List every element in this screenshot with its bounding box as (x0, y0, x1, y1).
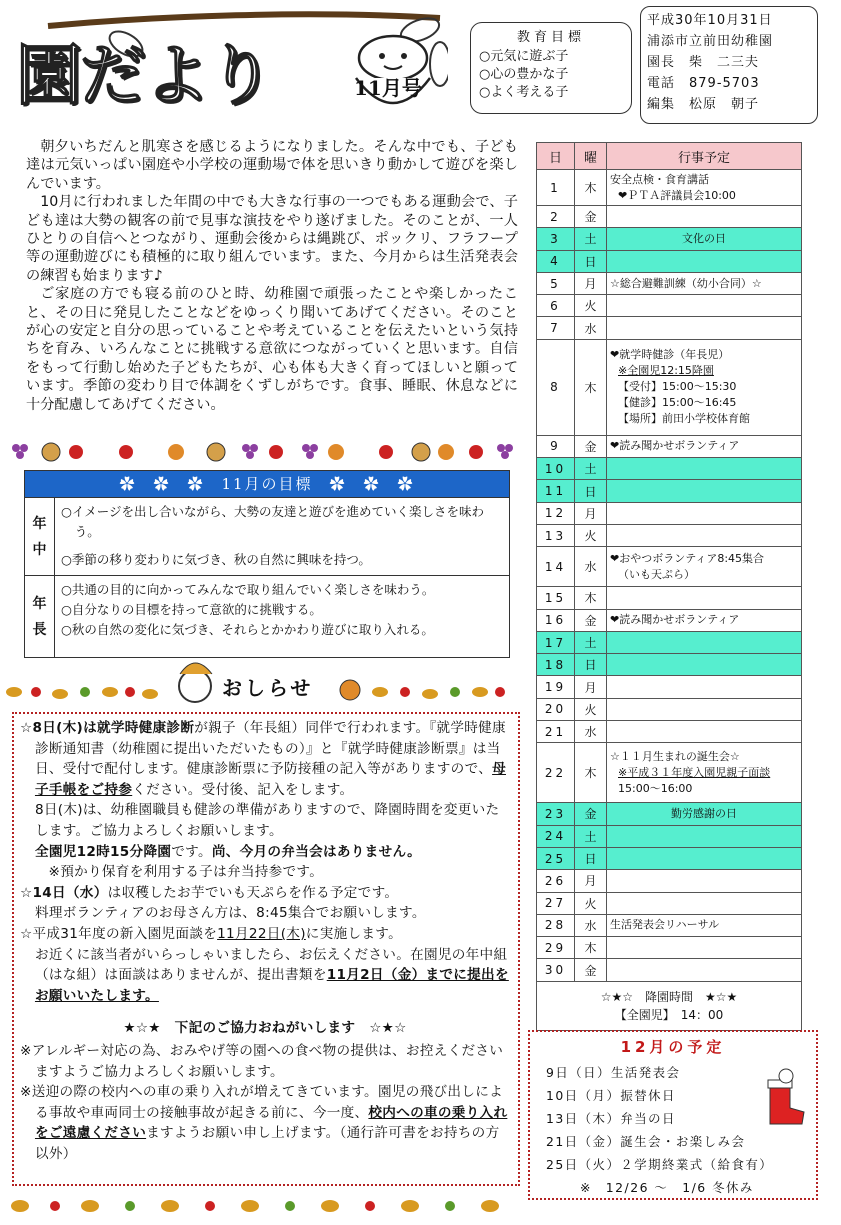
education-goal-item: ○元気に遊ぶ子 (479, 49, 569, 64)
intro-paragraph: 朝夕いちだんと肌寒さを感じるようになりました。そんな中でも、子ども達は元気いっぱい園庭や小学校の運動場で体を思いきり動かして遊びを楽しんでいます。 (26, 139, 518, 192)
notice-text: ☆ (20, 884, 33, 901)
schedule-event (607, 721, 802, 743)
schedule-weekday: 火 (575, 295, 607, 317)
nenchu-label (25, 498, 55, 575)
schedule-day: 27 (537, 892, 575, 914)
issue-label: 11月号 (354, 76, 422, 100)
newsletter-title: 園だより (16, 36, 272, 114)
schedule-event (607, 892, 802, 914)
schedule-row (537, 228, 802, 250)
school-info-box (640, 6, 818, 124)
december-schedule-box (528, 1030, 818, 1200)
schedule-weekday: 火 (575, 524, 607, 546)
schedule-footer-row (537, 981, 802, 1030)
notice-text: ください。受付後、記入をします。 (132, 781, 354, 798)
schedule-row (537, 339, 802, 435)
schedule-day: 30 (537, 959, 575, 981)
month-goals-title: ✿ ✿ ✿ 11月の目標 ✿ ✿ ✿ (25, 471, 509, 497)
notice-box (12, 712, 520, 1186)
schedule-weekday: 木 (575, 743, 607, 803)
schedule-day: 20 (537, 698, 575, 720)
schedule-event (607, 524, 802, 546)
schedule-event-line: 【場所】前田小学校体育館 (618, 412, 750, 426)
schedule-event (607, 825, 802, 847)
notice-imo-tempura (20, 883, 510, 904)
schedule-event (607, 250, 802, 272)
school-name: 浦添市立前田幼稚園 (647, 34, 774, 49)
schedule-day: 15 (537, 587, 575, 609)
notice-text: 料理ボランティアのお母さん方は、8:45集合でお願いします。 (34, 905, 426, 922)
notice-dismissal (20, 842, 510, 863)
grapes-bear-icon (6, 436, 520, 466)
schedule-row (537, 870, 802, 892)
notice-documents (20, 945, 510, 1007)
schedule-event-line: 生活発表会リハーサル (610, 918, 720, 932)
schedule-weekday: 火 (575, 698, 607, 720)
schedule-day: 13 (537, 524, 575, 546)
schedule-row (537, 609, 802, 631)
issue-date: 平成30年10月31日 (647, 13, 773, 28)
schedule-day: 18 (537, 654, 575, 676)
schedule-day: 29 (537, 937, 575, 959)
schedule-event (607, 458, 802, 480)
schedule-event (607, 435, 802, 457)
december-title: 12月の予定 (620, 1038, 726, 1056)
notice-text: が親子（年長組）同伴で行われます。『就学時健康診断通知書（幼稚園に提出いただいたもの）』と『就学時健康診断票』は当日、受付で配付します。健康診断票に予防接種の記入等がありますので、 (34, 720, 506, 778)
schedule-event (607, 206, 802, 228)
december-item: 21日（金）誕生会・お楽しみ会 (546, 1134, 746, 1149)
education-goal-item: ○心の豊かな子 (479, 67, 569, 82)
schedule-header-day: 日 (537, 143, 575, 170)
schedule-event-line: 【健診】15:00～16:45 (618, 396, 737, 410)
nencho-label-char: 年 (32, 595, 47, 612)
notice-health-check (20, 718, 510, 800)
intro-text (26, 138, 518, 414)
schedule-event (607, 914, 802, 936)
schedule-day: 23 (537, 803, 575, 825)
schedule-row (537, 892, 802, 914)
goal-item: ○季節の移り変わりに気づき、秋の自然に興味を持つ。 (61, 552, 371, 567)
schedule-weekday: 日 (575, 654, 607, 676)
oshirase-title: おしらせ (222, 676, 314, 700)
schedule-event (607, 228, 802, 250)
december-item: 9日（日）生活発表会 (546, 1065, 681, 1080)
schedule-day: 26 (537, 870, 575, 892)
education-goals-box (470, 22, 632, 114)
dismissal-value: 【全園児】 14：00 (614, 1007, 724, 1022)
schedule-weekday: 木 (575, 587, 607, 609)
schedule-event-line: 勤労感謝の日 (671, 806, 737, 820)
intro-paragraph: ご家庭の方でも寝る前のひと時、幼稚園で頑張ったことや楽しかったこと、その日に発見したことなどをゆっくり聞いてあげてください。そのことが心の安定と自分の思っていることや考えていることを伝えたいという気持ちを育み、いろんなことに挑戦する意欲につながっていくと思います。自信をもって行動し始めた子どもたちが、心も体も大きく育ってほしいと願っています。季節の変わり目で体調をくずしがちです。食事、睡眠、休息などに十分配慮してあげてください。 (26, 286, 518, 413)
schedule-event-line: ❤おやつボランティア8:45集合 (610, 551, 765, 565)
nencho-label (25, 576, 55, 657)
schedule-day: 10 (537, 458, 575, 480)
schedule-weekday: 水 (575, 317, 607, 339)
schedule-event (607, 870, 802, 892)
schedule-header-weekday: 曜 (575, 143, 607, 170)
phone-number: 電話 879-5703 (647, 76, 760, 91)
schedule-event (607, 847, 802, 869)
schedule-day: 12 (537, 502, 575, 524)
notice-text: ☆ (20, 720, 33, 736)
schedule-day: 22 (537, 743, 575, 803)
schedule-event-line: ❤就学時健診（年長児） (610, 348, 730, 362)
nenchu-goals (55, 498, 509, 575)
schedule-event (607, 609, 802, 631)
schedule-row (537, 825, 802, 847)
schedule-weekday: 火 (575, 892, 607, 914)
schedule-day: 16 (537, 609, 575, 631)
education-goals-heading: 教育目標 (516, 30, 585, 45)
schedule-event (607, 698, 802, 720)
schedule-header-event: 行事予定 (607, 143, 802, 170)
nenchu-label-char: 中 (32, 541, 47, 558)
schedule-row (537, 959, 802, 981)
nenchu-row (25, 497, 509, 575)
schedule-day: 5 (537, 272, 575, 294)
schedule-weekday: 木 (575, 339, 607, 435)
notice-text: ※アレルギー対応の為、おみやげ等の園への食べ物の提供は、お控えくださいますようご協力よろしくお願いします。 (20, 1042, 504, 1080)
schedule-event-line: ※平成３１年度入園児親子面談 (618, 765, 771, 779)
goal-item: ○イメージを出し合いながら、大勢の友達と遊びを進めていく楽しさを味わう。 (61, 504, 485, 539)
notice-text: ☆平成31年度の新入園児面談を (20, 925, 218, 942)
schedule-event (607, 937, 802, 959)
notice-interview (20, 924, 510, 945)
schedule-event-line: ❤読み聞かせボランティア (610, 439, 740, 453)
notice-text: 全園児12時15分降園 (34, 843, 172, 860)
goal-item: ○共通の目的に向かってみんなで取り組んでいく楽しさを味わう。 (61, 582, 435, 597)
schedule-row (537, 524, 802, 546)
december-item: 25日（火）２学期終業式（給食有） (546, 1157, 774, 1172)
schedule-day: 4 (537, 250, 575, 272)
schedule-row (537, 914, 802, 936)
schedule-weekday: 日 (575, 480, 607, 502)
schedule-event (607, 547, 802, 587)
schedule-weekday: 金 (575, 206, 607, 228)
notice-parking (20, 1082, 510, 1164)
schedule-event (607, 272, 802, 294)
schedule-weekday: 土 (575, 458, 607, 480)
schedule-body (537, 170, 802, 982)
nenchu-label-char: 年 (32, 515, 47, 532)
notice-text: 校内への車の乗り入れをご遠慮ください (34, 1104, 508, 1142)
december-item: 10日（月）振替休日 (546, 1088, 676, 1103)
schedule-row (537, 847, 802, 869)
notice-text: ※預かり保育を利用する子は弁当持参です。 (48, 864, 324, 881)
schedule-weekday: 水 (575, 914, 607, 936)
masthead (8, 4, 448, 124)
schedule-day: 3 (537, 228, 575, 250)
schedule-event (607, 631, 802, 653)
cooperation-heading: ★☆★ 下記のご協力おねがいします ☆★☆ (123, 1020, 407, 1037)
goal-item: ○秋の自然の変化に気づき、それらとかかわり遊びに取り入れる。 (61, 622, 434, 637)
schedule-weekday: 水 (575, 721, 607, 743)
schedule-row (537, 295, 802, 317)
schedule-weekday: 日 (575, 250, 607, 272)
education-goal-item: ○よく考える子 (479, 85, 569, 100)
notice-text: ますようお願い申し上げます。（通行許可書をお持ちの方以外） (34, 1125, 500, 1162)
schedule-row (537, 803, 802, 825)
notice-text: です。 (171, 843, 212, 860)
schedule-event (607, 502, 802, 524)
schedule-row (537, 587, 802, 609)
schedule-event-line: 15:00～16:00 (618, 781, 693, 795)
schedule-row (537, 743, 802, 803)
schedule-weekday: 金 (575, 435, 607, 457)
schedule-event (607, 654, 802, 676)
schedule-weekday: 金 (575, 609, 607, 631)
nencho-row (25, 575, 509, 657)
schedule-row (537, 547, 802, 587)
schedule-row (537, 170, 802, 206)
schedule-weekday: 月 (575, 870, 607, 892)
schedule-day: 6 (537, 295, 575, 317)
schedule-day: 14 (537, 547, 575, 587)
schedule-row (537, 317, 802, 339)
december-item: 13日（木）弁当の日 (546, 1111, 676, 1126)
schedule-event (607, 959, 802, 981)
schedule-weekday: 金 (575, 959, 607, 981)
schedule-row (537, 937, 802, 959)
schedule-day: 2 (537, 206, 575, 228)
notice-text: に実施します。 (305, 925, 402, 942)
schedule-event (607, 803, 802, 825)
schedule-row (537, 480, 802, 502)
notice-text: ※送迎の際の校内への車の乗り入れが増えてきています。園児の飛び出しによる事故や車両同士の接触事故が起きる前に、今一度、 (20, 1084, 503, 1121)
schedule-row (537, 272, 802, 294)
dismissal-heading: ☆★☆ 降園時間 ★☆★ (600, 989, 738, 1004)
schedule-weekday: 日 (575, 847, 607, 869)
notice-text: 11月2日（金）までに提出をお願いいたします。 (34, 967, 509, 1004)
schedule-event (607, 339, 802, 435)
schedule-weekday: 水 (575, 547, 607, 587)
schedule-row (537, 654, 802, 676)
notice-text: 尚、今月の弁当会はありません。 (211, 843, 422, 860)
schedule-row (537, 502, 802, 524)
goal-item: ○自分なりの目標を持って意欲的に挑戦する。 (61, 602, 322, 617)
schedule-event-line: 文化の日 (682, 231, 726, 245)
schedule-row (537, 698, 802, 720)
schedule-row (537, 721, 802, 743)
schedule-event (607, 676, 802, 698)
schedule-day: 11 (537, 480, 575, 502)
month-goals-table (24, 470, 510, 658)
dismissal-time (537, 981, 802, 1030)
schedule-event-line: ❤ＰＴＡ評議員会10:00 (618, 188, 736, 202)
schedule-event (607, 317, 802, 339)
schedule-event-line: ※全園児12:15降園 (618, 364, 714, 378)
schedule-event-line: （いも天ぷら） (618, 567, 695, 581)
schedule-event-line: ☆１１月生まれの誕生会☆ (610, 749, 740, 763)
schedule-event-line: ☆総合避難訓練（幼小合同）☆ (610, 276, 762, 290)
schedule-day: 25 (537, 847, 575, 869)
schedule-event (607, 480, 802, 502)
schedule-day: 9 (537, 435, 575, 457)
schedule-weekday: 木 (575, 937, 607, 959)
schedule-day: 17 (537, 631, 575, 653)
schedule-row (537, 676, 802, 698)
fruit-border-decoration (6, 436, 520, 466)
schedule-weekday: 金 (575, 803, 607, 825)
schedule-event (607, 587, 802, 609)
schedule-day: 1 (537, 170, 575, 206)
schedule-event (607, 743, 802, 803)
schedule-event (607, 295, 802, 317)
notice-text: は収穫したお芋でいも天ぷらを作る予定です。 (107, 884, 399, 901)
nencho-label-char: 長 (32, 621, 47, 638)
schedule-header-row (537, 143, 802, 170)
principal-name: 園長 柴 二三夫 (647, 55, 760, 70)
schedule-weekday: 月 (575, 272, 607, 294)
schedule-row (537, 458, 802, 480)
intro-paragraph: 10月に行われました年間の中でも大きな行事の一つでもある運動会で、子ども達は大勢の観客の前で見事な演技をやり遂げました。そのことが、一人ひとりの自信へとつながり、運動会後からは縄跳び、ポックリ、フラフープ等の運動遊びにも積極的に取り組んでいます。また、今月からは生活発表会の練習も始まります♪ (26, 194, 518, 284)
notice-text: 8日(木)は、幼稚園職員も健診の準備がありますので、降園時間を変更いたします。ご協力よろしくお願いします。 (34, 802, 500, 839)
schedule-weekday: 月 (575, 502, 607, 524)
schedule-row (537, 631, 802, 653)
schedule-event (607, 170, 802, 206)
schedule-table (536, 142, 802, 1031)
schedule-weekday: 土 (575, 228, 607, 250)
editor-name: 編集 松原 朝子 (647, 97, 760, 112)
schedule-weekday: 木 (575, 170, 607, 206)
notice-text: 母子手帳をご持参 (34, 761, 506, 798)
bottom-border-decoration (0, 1190, 520, 1222)
schedule-event-line: ❤読み聞かせボランティア (610, 613, 740, 627)
schedule-weekday: 土 (575, 825, 607, 847)
notice-text: 11月22日(木) (217, 925, 306, 942)
schedule-weekday: 月 (575, 676, 607, 698)
notice-text: お近くに該当者がいらっしゃいましたら、お伝えください。在園児の年中組（はな組）は面談はありませんが、提出書類を (34, 946, 508, 984)
schedule-event-line: 【受付】15:00～15:30 (618, 380, 737, 394)
december-item: ※ 12/26 ～ 1/6 冬休み (580, 1180, 754, 1195)
notice-text: 14日（水） (32, 884, 108, 901)
schedule-day: 7 (537, 317, 575, 339)
christmas-stocking-icon (756, 1068, 810, 1128)
schedule-weekday: 土 (575, 631, 607, 653)
nencho-goals (55, 576, 509, 657)
notice-text: 8日(木)は就学時健康診断 (32, 720, 195, 736)
schedule-row (537, 435, 802, 457)
schedule-day: 21 (537, 721, 575, 743)
schedule-event-line: 安全点検・食育講話 (610, 172, 709, 186)
schedule-row (537, 250, 802, 272)
schedule-day: 28 (537, 914, 575, 936)
schedule-day: 8 (537, 339, 575, 435)
schedule-day: 24 (537, 825, 575, 847)
schedule-day: 19 (537, 676, 575, 698)
schedule-row (537, 206, 802, 228)
